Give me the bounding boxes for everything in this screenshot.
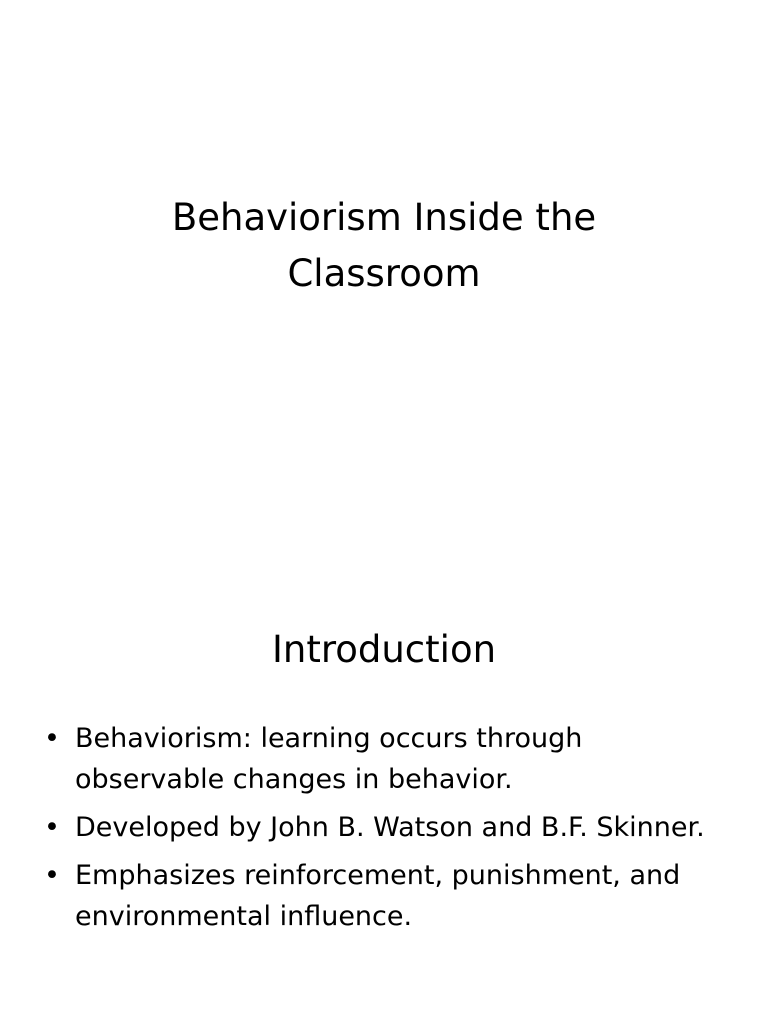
bullet-dot-icon: • <box>44 812 60 843</box>
list-item <box>44 855 738 937</box>
list-item <box>44 718 738 800</box>
bullet-text: Behaviorism: learning occurs through observable changes in behavior. <box>75 723 583 795</box>
bullet-list <box>44 718 738 944</box>
bullet-text: Emphasizes reinforcement, punishment, and environmental influence. <box>75 860 681 932</box>
list-item <box>44 807 738 848</box>
slide-title-line-2: Classroom <box>287 252 481 295</box>
slide-title <box>60 190 708 302</box>
bullet-dot-icon: • <box>44 723 60 754</box>
bullet-dot-icon: • <box>44 860 60 891</box>
introduction-slide <box>0 576 768 1024</box>
bullet-text: Developed by John B. Watson and B.F. Skinner. <box>75 812 705 843</box>
section-title: Introduction <box>271 628 497 671</box>
slide-title-line-1: Behaviorism Inside the <box>171 196 597 239</box>
